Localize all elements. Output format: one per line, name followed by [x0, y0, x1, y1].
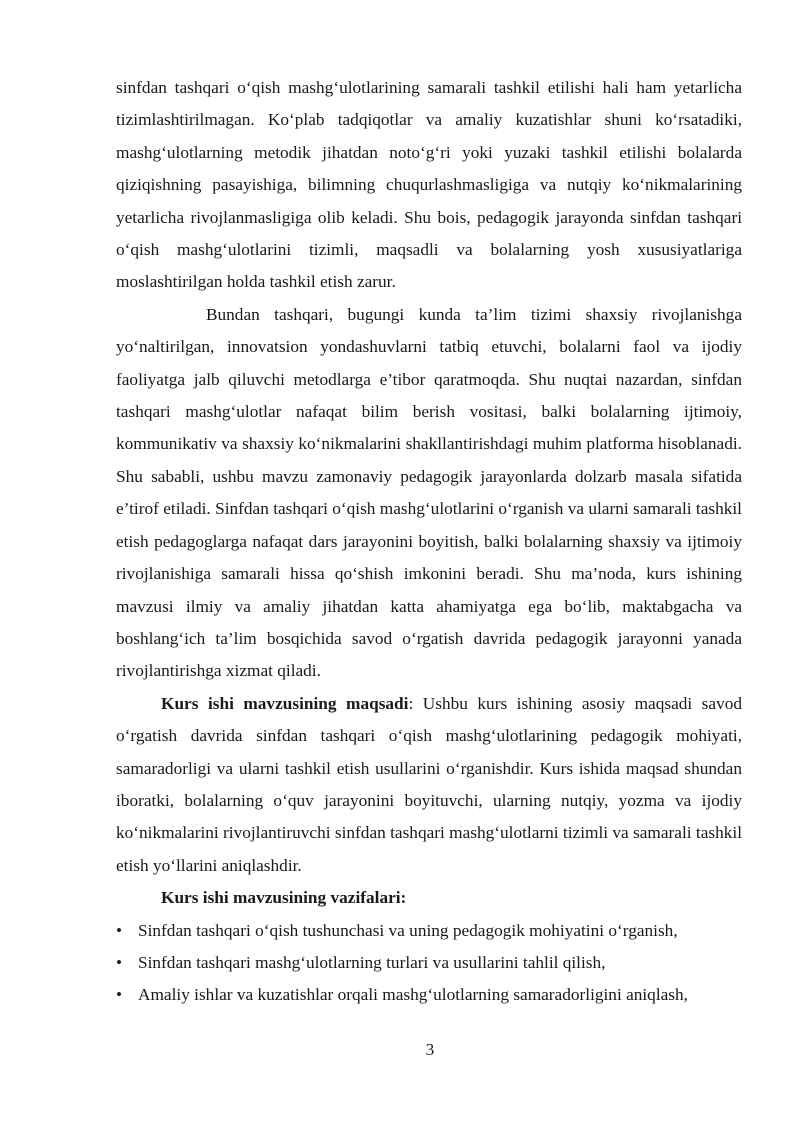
paragraph-intro: sinfdan tashqari o‘qish mashg‘ulotlarining samarali tashkil etilishi hali ham yetarlicha tizimlashtirilmagan. Ko‘plab tadqiqotlar va amaliy kuzatishlar shuni ko‘rsatadiki, mashg‘ulotlarning metodik jihatdan noto‘g‘ri yoki yuzaki tashkil etilishi bolalarda qiziqishning pasayishiga, bilimning chuqurlashmasligiga va nutqiy ko‘nikmalarining yetarlicha rivojlanmasligiga olib keladi. Shu bois, pedagogik jarayonda sinfdan tashqari o‘qish mashg‘ulotlarini tizimli, maqsadli va bolalarning yosh xususiyatlariga moslashtirilgan holda tashkil etish zarur.	[116, 78, 742, 292]
bullet-icon: •	[116, 952, 123, 972]
task-item	[116, 947, 742, 979]
task-item	[116, 979, 742, 1011]
task-text: Sinfdan tashqari o‘qish tushunchasi va uning pedagogik mohiyatini o‘rganish,	[138, 920, 678, 940]
bullet-icon: •	[116, 985, 123, 1005]
goal-heading: Kurs ishi mavzusining maqsadi	[161, 693, 409, 713]
page-number: 3	[425, 1040, 435, 1059]
tasks-list	[116, 915, 742, 1012]
task-item	[116, 915, 742, 947]
task-text: Sinfdan tashqari mashg‘ulotlarning turlari va usullarini tahlil qilish,	[138, 952, 606, 972]
goal-text: : Ushbu kurs ishining asosiy maqsadi savod o‘rgatish davrida sinfdan tashqari o‘qish mashg‘ulotlarining pedagogik mohiyati, samaradorligi va ularni tashkil etish usullarini o‘rganishdir. Kurs ishida maqsad shundan iboratki, bolalarning o‘quv jarayonini boyituvchi, ularning nutqiy, yozma va ijodiy ko‘nikmalarini rivojlantiruvchi sinfdan tashqari mashg‘ulotlarni tizimli va samarali tashkil etish yo‘llarini aniqlashdir.	[116, 693, 743, 875]
task-text: Amaliy ishlar va kuzatishlar orqali mashg‘ulotlarning samaradorligini aniqlash,	[138, 985, 688, 1005]
paragraph-relevance: Bundan tashqari, bugungi kunda ta’lim tizimi shaxsiy rivojlanishga yo‘naltirilgan, innovatsion yondashuvlarni tatbiq etuvchi, bolalarni faol va ijodiy faoliyatga jalb qiluvchi metodlarga e’tibor qaratmoqda. Shu nuqtai nazardan, sinfdan tashqari mashg‘ulotlar nafaqat bilim berish vositasi, balki bolalarning ijtimoiy, kommunikativ va shaxsiy ko‘nikmalarini shakllantirishdagi muhim platforma hisoblanadi. Shu sababli, ushbu mavzu zamonaviy pedagogik jarayonlarda dolzarb masala sifatida e’tirof etiladi. Sinfdan tashqari o‘qish mashg‘ulotlarini o‘rganish va ularni samarali tashkil etish pedagoglarga nafaqat dars jarayonini boyitish, balki bolalarning shaxsiy va ijtimoiy rivojlanishiga samarali hissa qo‘shish imkonini beradi. Shu ma’noda, kurs ishining mavzusi ilmiy va amaliy jihatdan katta ahamiyatga ega bo‘lib, maktabgacha va boshlang‘ich ta’lim bosqichida savod o‘rgatish davrida pedagogik jarayonni yanada rivojlantirishga xizmat qiladi.	[116, 304, 742, 681]
bullet-icon: •	[116, 920, 123, 940]
tasks-heading-text: Kurs ishi mavzusining vazifalari:	[161, 888, 407, 908]
document-page	[116, 72, 742, 1012]
tasks-heading	[116, 882, 742, 914]
paragraph-goal	[116, 688, 742, 882]
